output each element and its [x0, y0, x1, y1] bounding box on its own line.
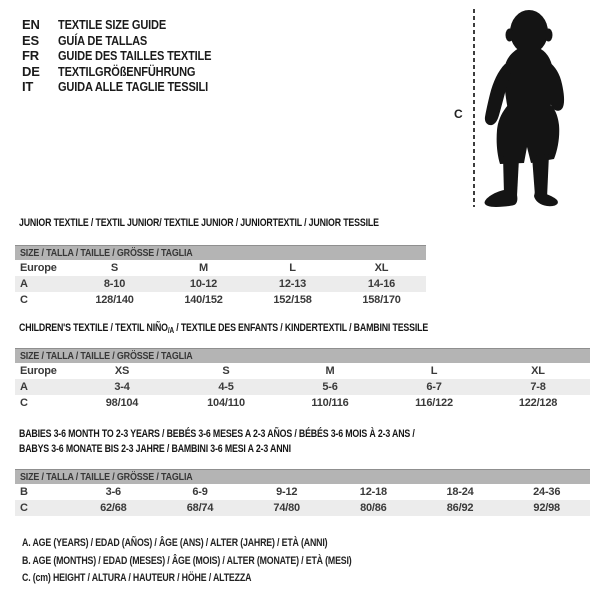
table-row-age	[15, 379, 590, 395]
cell: 8-10	[103, 278, 126, 290]
cell: 80/86	[360, 502, 387, 514]
lang-title: GUIDA ALLE TAGLIE TESSILI	[58, 79, 209, 95]
lang-title: TEXTILGRÖßENFÜHRUNG	[58, 63, 196, 79]
lang-row-it	[22, 79, 238, 95]
cell: 110/116	[311, 397, 349, 409]
lang-code: FR	[22, 48, 39, 64]
lang-row-es	[22, 33, 238, 49]
babies-table-title-line1: BABIES 3-6 MONTH TO 2-3 YEARS / BEBÉS 3-6 MESES A 2-3 AÑOS / BÉBÉS 3-6 MOIS À 2-3 ANS /	[19, 428, 415, 440]
cell: M	[325, 365, 335, 377]
lang-code: IT	[22, 79, 34, 95]
table-row-age-months	[15, 484, 590, 500]
cell: M	[199, 262, 208, 274]
cell: 18-24	[446, 486, 474, 498]
cell: XS	[114, 365, 130, 377]
babies-textile-section	[15, 427, 590, 516]
cell: 5-6	[322, 381, 338, 393]
cell: 140/152	[184, 294, 223, 306]
cell: 6-9	[192, 486, 208, 498]
cell: 12-13	[278, 278, 307, 290]
cell: L	[289, 262, 296, 274]
row-label: Europe	[20, 262, 57, 274]
baby-silhouette-icon	[481, 7, 577, 209]
table-row-height	[15, 292, 426, 308]
cell: 92/98	[533, 502, 560, 514]
lang-title: GUIDE DES TAILLES TEXTILE	[58, 48, 212, 64]
row-label: B	[20, 486, 28, 498]
table-row-europe	[15, 363, 590, 379]
size-header-bar	[15, 348, 590, 363]
size-header-label: SIZE / TALLA / TAILLE / GRÖSSE / TAGLIA	[20, 247, 193, 259]
lang-code: ES	[22, 32, 39, 48]
lang-row-fr	[22, 48, 238, 64]
cell: 62/68	[100, 502, 127, 514]
table-row-height	[15, 395, 590, 411]
lang-title: GUÍA DE TALLAS	[58, 32, 148, 48]
footnote-c: C. (cm) HEIGHT / ALTURA / HAUTEUR / HÖHE / ALTEZZA	[22, 572, 252, 584]
table-row-height	[15, 500, 590, 516]
junior-textile-section	[15, 216, 426, 308]
table-row-age	[15, 276, 426, 292]
size-header-bar	[15, 245, 426, 260]
cell: 158/170	[362, 294, 401, 306]
cell: 152/158	[273, 294, 312, 306]
cell: 4-5	[218, 381, 234, 393]
height-measure-label: C	[454, 107, 463, 121]
language-header	[22, 17, 238, 95]
row-label: A	[20, 381, 28, 393]
cell: S	[222, 365, 230, 377]
cell: 7-8	[530, 381, 546, 393]
row-label: Europe	[20, 365, 57, 377]
footnote-a: A. AGE (YEARS) / EDAD (AÑOS) / ÂGE (ANS) / ALTER (JAHRE) / ETÀ (ANNI)	[22, 537, 328, 549]
babies-table-title-line2: BABYS 3-6 MONATE BIS 2-3 JAHRE / BAMBINI 3-6 MESI A 2-3 ANNI	[19, 443, 291, 455]
size-header-label: SIZE / TALLA / TAILLE / GRÖSSE / TAGLIA	[20, 471, 193, 483]
cell: 128/140	[95, 294, 134, 306]
cell: 9-12	[276, 486, 298, 498]
lang-code: EN	[22, 17, 40, 33]
cell: 3-6	[105, 486, 121, 498]
cell: 98/104	[105, 397, 139, 409]
children-table-title: CHILDREN'S TEXTILE / TEXTIL NIÑO/A / TEXTILE DES ENFANTS / KINDERTEXTIL / BAMBINI TESSILE	[19, 322, 429, 335]
children-textile-section	[15, 321, 590, 411]
cell: 6-7	[426, 381, 442, 393]
cell: XL	[374, 262, 389, 274]
row-label: C	[20, 294, 28, 306]
lang-code: DE	[22, 63, 40, 79]
cell: 12-18	[359, 486, 387, 498]
cell: 3-4	[114, 381, 130, 393]
cell: 10-12	[189, 278, 218, 290]
table-row-europe	[15, 260, 426, 276]
cell: 24-36	[533, 486, 561, 498]
cell: 14-16	[367, 278, 396, 290]
height-measure-dashed-line	[473, 9, 475, 207]
lang-row-en	[22, 17, 238, 33]
row-label: A	[20, 278, 28, 290]
cell: 116/122	[415, 397, 453, 409]
cell: S	[110, 262, 119, 274]
size-header-label: SIZE / TALLA / TAILLE / GRÖSSE / TAGLIA	[20, 350, 193, 362]
cell: L	[430, 365, 438, 377]
legend-footnotes	[22, 537, 434, 590]
footnote-b: B. AGE (MONTHS) / EDAD (MESES) / ÂGE (MOIS) / ALTER (MONATE) / ETÀ (MESI)	[22, 554, 352, 567]
cell: 86/92	[446, 502, 474, 514]
cell: 104/110	[207, 397, 245, 409]
cell: 122/128	[518, 397, 558, 409]
size-header-bar	[15, 469, 590, 484]
cell: 74/80	[273, 502, 300, 514]
row-label: C	[20, 397, 28, 409]
row-label: C	[20, 502, 28, 514]
lang-row-de	[22, 64, 238, 80]
junior-table-title: JUNIOR TEXTILE / TEXTIL JUNIOR/ TEXTILE JUNIOR / JUNIORTEXTIL / JUNIOR TESSILE	[19, 217, 379, 229]
cell: 68/74	[186, 502, 214, 514]
cell: XL	[531, 365, 545, 377]
lang-title: TEXTILE SIZE GUIDE	[58, 17, 167, 33]
